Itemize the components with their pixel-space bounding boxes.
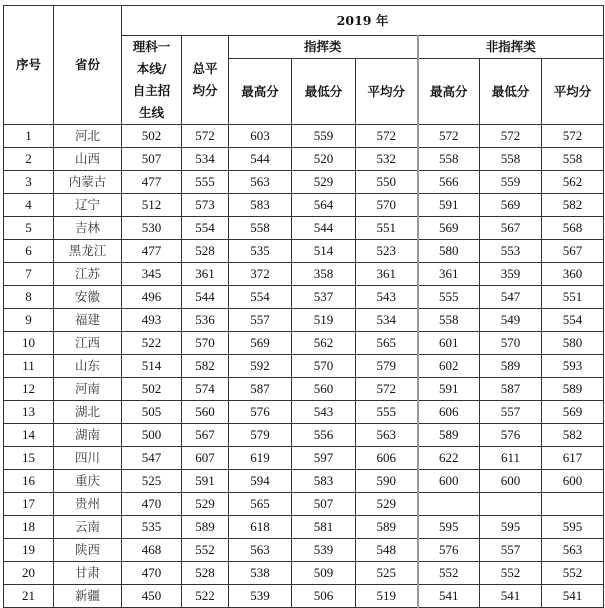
cell-noncommand-min: 541 (480, 585, 542, 608)
cell-total-avg: 544 (182, 286, 229, 309)
cell-noncommand-avg: 617 (542, 447, 604, 470)
table-row (4, 378, 604, 401)
cell-first-line: 345 (122, 263, 182, 286)
cell-command-avg: 572 (356, 378, 418, 401)
cell-province: 河南 (54, 378, 122, 401)
cell-noncommand-avg: 595 (542, 516, 604, 539)
cell-command-max: 535 (229, 240, 292, 263)
cell-first-line: 493 (122, 309, 182, 332)
cell-province: 新疆 (54, 585, 122, 608)
cell-command-min: 560 (292, 378, 356, 401)
cell-command-max: 618 (229, 516, 292, 539)
admission-score-table (3, 5, 604, 608)
cell-total-avg: 560 (182, 401, 229, 424)
cell-noncommand-max: 555 (418, 286, 480, 309)
cell-province: 云南 (54, 516, 122, 539)
cell-command-max: 587 (229, 378, 292, 401)
cell-noncommand-max: 541 (418, 585, 480, 608)
cell-command-avg: 525 (356, 562, 418, 585)
cell-command-avg: 361 (356, 263, 418, 286)
cell-first-line: 530 (122, 217, 182, 240)
table-row (4, 125, 604, 148)
cell-command-max: 619 (229, 447, 292, 470)
header-noncommand-min: 最低分 (480, 59, 542, 125)
cell-command-avg: 534 (356, 309, 418, 332)
cell-noncommand-min: 600 (480, 470, 542, 493)
cell-command-max: 583 (229, 194, 292, 217)
header-seq: 序号 (4, 6, 54, 125)
cell-total-avg: 589 (182, 516, 229, 539)
cell-noncommand-max: 589 (418, 424, 480, 447)
cell-command-avg: 548 (356, 539, 418, 562)
cell-command-max: 565 (229, 493, 292, 516)
cell-noncommand-max: 572 (418, 125, 480, 148)
cell-noncommand-max: 591 (418, 378, 480, 401)
cell-first-line: 450 (122, 585, 182, 608)
cell-province: 山西 (54, 148, 122, 171)
cell-command-min: 544 (292, 217, 356, 240)
cell-province: 江苏 (54, 263, 122, 286)
cell-first-line: 507 (122, 148, 182, 171)
cell-noncommand-min (480, 493, 542, 516)
cell-seq: 14 (4, 424, 54, 447)
cell-seq: 13 (4, 401, 54, 424)
cell-noncommand-max: 601 (418, 332, 480, 355)
cell-total-avg: 528 (182, 240, 229, 263)
cell-noncommand-avg: 600 (542, 470, 604, 493)
cell-province: 福建 (54, 309, 122, 332)
cell-total-avg: 574 (182, 378, 229, 401)
cell-total-avg: 361 (182, 263, 229, 286)
cell-noncommand-min: 547 (480, 286, 542, 309)
cell-command-max: 372 (229, 263, 292, 286)
cell-noncommand-avg (542, 493, 604, 516)
table-row (4, 194, 604, 217)
cell-noncommand-avg: 582 (542, 194, 604, 217)
cell-command-min: 559 (292, 125, 356, 148)
cell-province: 贵州 (54, 493, 122, 516)
cell-command-min: 597 (292, 447, 356, 470)
cell-first-line: 514 (122, 355, 182, 378)
cell-command-min: 564 (292, 194, 356, 217)
cell-command-min: 562 (292, 332, 356, 355)
cell-command-max: 544 (229, 148, 292, 171)
table-row (4, 401, 604, 424)
cell-command-avg: 563 (356, 424, 418, 447)
cell-command-avg: 590 (356, 470, 418, 493)
cell-total-avg: 528 (182, 562, 229, 585)
header-noncommand-group: 非指挥类 (418, 36, 604, 59)
cell-command-min: 519 (292, 309, 356, 332)
cell-command-min: 509 (292, 562, 356, 585)
cell-noncommand-avg: 582 (542, 424, 604, 447)
cell-command-max: 594 (229, 470, 292, 493)
cell-first-line: 470 (122, 493, 182, 516)
cell-seq: 10 (4, 332, 54, 355)
cell-province: 黑龙江 (54, 240, 122, 263)
cell-first-line: 535 (122, 516, 182, 539)
table-row (4, 240, 604, 263)
cell-noncommand-min: 567 (480, 217, 542, 240)
cell-noncommand-avg: 580 (542, 332, 604, 355)
table-row (4, 470, 604, 493)
cell-command-avg: 550 (356, 171, 418, 194)
cell-noncommand-min: 559 (480, 171, 542, 194)
cell-command-max: 557 (229, 309, 292, 332)
cell-noncommand-max: 566 (418, 171, 480, 194)
cell-command-min: 556 (292, 424, 356, 447)
cell-noncommand-max: 580 (418, 240, 480, 263)
cell-seq: 19 (4, 539, 54, 562)
header-province: 省份 (54, 6, 122, 125)
cell-seq: 21 (4, 585, 54, 608)
cell-seq: 12 (4, 378, 54, 401)
cell-noncommand-min: 587 (480, 378, 542, 401)
cell-first-line: 522 (122, 332, 182, 355)
cell-noncommand-avg: 552 (542, 562, 604, 585)
cell-province: 江西 (54, 332, 122, 355)
cell-noncommand-max: 600 (418, 470, 480, 493)
cell-province: 湖南 (54, 424, 122, 447)
cell-command-min: 583 (292, 470, 356, 493)
cell-command-avg: 529 (356, 493, 418, 516)
cell-noncommand-min: 611 (480, 447, 542, 470)
header-command-max: 最高分 (229, 59, 292, 125)
cell-total-avg: 555 (182, 171, 229, 194)
cell-command-min: 581 (292, 516, 356, 539)
cell-province: 陕西 (54, 539, 122, 562)
cell-noncommand-avg: 563 (542, 539, 604, 562)
table-row (4, 309, 604, 332)
cell-noncommand-max: 558 (418, 148, 480, 171)
cell-noncommand-min: 553 (480, 240, 542, 263)
cell-first-line: 525 (122, 470, 182, 493)
cell-noncommand-max: 558 (418, 309, 480, 332)
table-row (4, 493, 604, 516)
table-row (4, 516, 604, 539)
cell-command-max: 558 (229, 217, 292, 240)
cell-command-min: 358 (292, 263, 356, 286)
cell-command-min: 539 (292, 539, 356, 562)
cell-first-line: 500 (122, 424, 182, 447)
cell-command-avg: 555 (356, 401, 418, 424)
cell-total-avg: 552 (182, 539, 229, 562)
table-row (4, 148, 604, 171)
cell-command-min: 506 (292, 585, 356, 608)
cell-total-avg: 536 (182, 309, 229, 332)
cell-total-avg: 554 (182, 217, 229, 240)
cell-command-max: 563 (229, 539, 292, 562)
cell-first-line: 547 (122, 447, 182, 470)
cell-first-line: 470 (122, 562, 182, 585)
header-total-avg: 总平 均分 (182, 36, 229, 125)
cell-command-max: 538 (229, 562, 292, 585)
table-row (4, 424, 604, 447)
cell-province: 安徽 (54, 286, 122, 309)
cell-seq: 5 (4, 217, 54, 240)
cell-noncommand-max (418, 493, 480, 516)
cell-seq: 18 (4, 516, 54, 539)
cell-total-avg: 582 (182, 355, 229, 378)
cell-noncommand-min: 570 (480, 332, 542, 355)
cell-noncommand-min: 552 (480, 562, 542, 585)
table-row (4, 562, 604, 585)
cell-noncommand-avg: 593 (542, 355, 604, 378)
cell-seq: 11 (4, 355, 54, 378)
header-year: 2019 年 (122, 6, 604, 36)
cell-seq: 1 (4, 125, 54, 148)
cell-command-max: 539 (229, 585, 292, 608)
cell-seq: 15 (4, 447, 54, 470)
cell-seq: 9 (4, 309, 54, 332)
cell-noncommand-avg: 569 (542, 401, 604, 424)
cell-command-avg: 589 (356, 516, 418, 539)
header-command-avg: 平均分 (356, 59, 418, 125)
cell-command-avg: 572 (356, 125, 418, 148)
cell-province: 甘肃 (54, 562, 122, 585)
table-row (4, 286, 604, 309)
cell-seq: 8 (4, 286, 54, 309)
cell-command-min: 514 (292, 240, 356, 263)
cell-province: 内蒙古 (54, 171, 122, 194)
cell-seq: 7 (4, 263, 54, 286)
cell-total-avg: 570 (182, 332, 229, 355)
cell-first-line: 512 (122, 194, 182, 217)
cell-noncommand-max: 606 (418, 401, 480, 424)
cell-command-min: 520 (292, 148, 356, 171)
cell-seq: 3 (4, 171, 54, 194)
cell-noncommand-max: 361 (418, 263, 480, 286)
cell-command-min: 507 (292, 493, 356, 516)
cell-total-avg: 567 (182, 424, 229, 447)
cell-noncommand-max: 591 (418, 194, 480, 217)
cell-command-max: 563 (229, 171, 292, 194)
cell-command-avg: 532 (356, 148, 418, 171)
cell-noncommand-min: 557 (480, 401, 542, 424)
cell-noncommand-avg: 558 (542, 148, 604, 171)
table-row (4, 171, 604, 194)
cell-noncommand-avg: 567 (542, 240, 604, 263)
table-row (4, 539, 604, 562)
cell-noncommand-min: 572 (480, 125, 542, 148)
cell-seq: 2 (4, 148, 54, 171)
cell-noncommand-avg: 554 (542, 309, 604, 332)
cell-province: 河北 (54, 125, 122, 148)
cell-first-line: 502 (122, 125, 182, 148)
header-noncommand-avg: 平均分 (542, 59, 604, 125)
cell-command-min: 570 (292, 355, 356, 378)
cell-command-max: 569 (229, 332, 292, 355)
cell-noncommand-min: 558 (480, 148, 542, 171)
cell-noncommand-avg: 589 (542, 378, 604, 401)
cell-province: 辽宁 (54, 194, 122, 217)
header-first-line: 理科一 本线/ 自主招 生线 (122, 36, 182, 125)
cell-noncommand-avg: 541 (542, 585, 604, 608)
cell-first-line: 477 (122, 171, 182, 194)
cell-command-max: 554 (229, 286, 292, 309)
cell-noncommand-max: 602 (418, 355, 480, 378)
cell-first-line: 477 (122, 240, 182, 263)
cell-command-max: 603 (229, 125, 292, 148)
cell-total-avg: 607 (182, 447, 229, 470)
cell-noncommand-min: 589 (480, 355, 542, 378)
cell-noncommand-min: 359 (480, 263, 542, 286)
cell-total-avg: 572 (182, 125, 229, 148)
cell-noncommand-max: 595 (418, 516, 480, 539)
cell-total-avg: 522 (182, 585, 229, 608)
cell-seq: 16 (4, 470, 54, 493)
cell-command-max: 592 (229, 355, 292, 378)
cell-noncommand-min: 595 (480, 516, 542, 539)
cell-noncommand-min: 576 (480, 424, 542, 447)
cell-command-min: 529 (292, 171, 356, 194)
cell-seq: 6 (4, 240, 54, 263)
cell-noncommand-max: 622 (418, 447, 480, 470)
cell-command-max: 579 (229, 424, 292, 447)
cell-noncommand-min: 557 (480, 539, 542, 562)
cell-noncommand-avg: 568 (542, 217, 604, 240)
table-row (4, 355, 604, 378)
cell-command-min: 543 (292, 401, 356, 424)
cell-total-avg: 573 (182, 194, 229, 217)
cell-total-avg: 591 (182, 470, 229, 493)
cell-command-avg: 523 (356, 240, 418, 263)
cell-first-line: 505 (122, 401, 182, 424)
cell-command-avg: 543 (356, 286, 418, 309)
cell-command-avg: 551 (356, 217, 418, 240)
cell-province: 湖北 (54, 401, 122, 424)
table-row (4, 263, 604, 286)
cell-province: 重庆 (54, 470, 122, 493)
cell-province: 山东 (54, 355, 122, 378)
cell-noncommand-avg: 572 (542, 125, 604, 148)
cell-command-avg: 519 (356, 585, 418, 608)
cell-command-avg: 606 (356, 447, 418, 470)
cell-seq: 17 (4, 493, 54, 516)
cell-command-avg: 565 (356, 332, 418, 355)
table-row (4, 217, 604, 240)
header-command-min: 最低分 (292, 59, 356, 125)
header-noncommand-max: 最高分 (418, 59, 480, 125)
cell-first-line: 496 (122, 286, 182, 309)
cell-command-avg: 579 (356, 355, 418, 378)
cell-command-max: 576 (229, 401, 292, 424)
cell-noncommand-max: 576 (418, 539, 480, 562)
cell-noncommand-avg: 360 (542, 263, 604, 286)
cell-noncommand-avg: 551 (542, 286, 604, 309)
table-row (4, 447, 604, 470)
cell-command-min: 537 (292, 286, 356, 309)
cell-noncommand-max: 569 (418, 217, 480, 240)
cell-first-line: 502 (122, 378, 182, 401)
cell-province: 吉林 (54, 217, 122, 240)
header-command-group: 指挥类 (229, 36, 418, 59)
cell-first-line: 468 (122, 539, 182, 562)
cell-province: 四川 (54, 447, 122, 470)
cell-seq: 20 (4, 562, 54, 585)
table-row (4, 332, 604, 355)
cell-seq: 4 (4, 194, 54, 217)
cell-noncommand-avg: 562 (542, 171, 604, 194)
cell-noncommand-min: 549 (480, 309, 542, 332)
cell-total-avg: 534 (182, 148, 229, 171)
cell-command-avg: 570 (356, 194, 418, 217)
cell-noncommand-max: 552 (418, 562, 480, 585)
table-row (4, 585, 604, 608)
cell-total-avg: 529 (182, 493, 229, 516)
cell-noncommand-min: 569 (480, 194, 542, 217)
